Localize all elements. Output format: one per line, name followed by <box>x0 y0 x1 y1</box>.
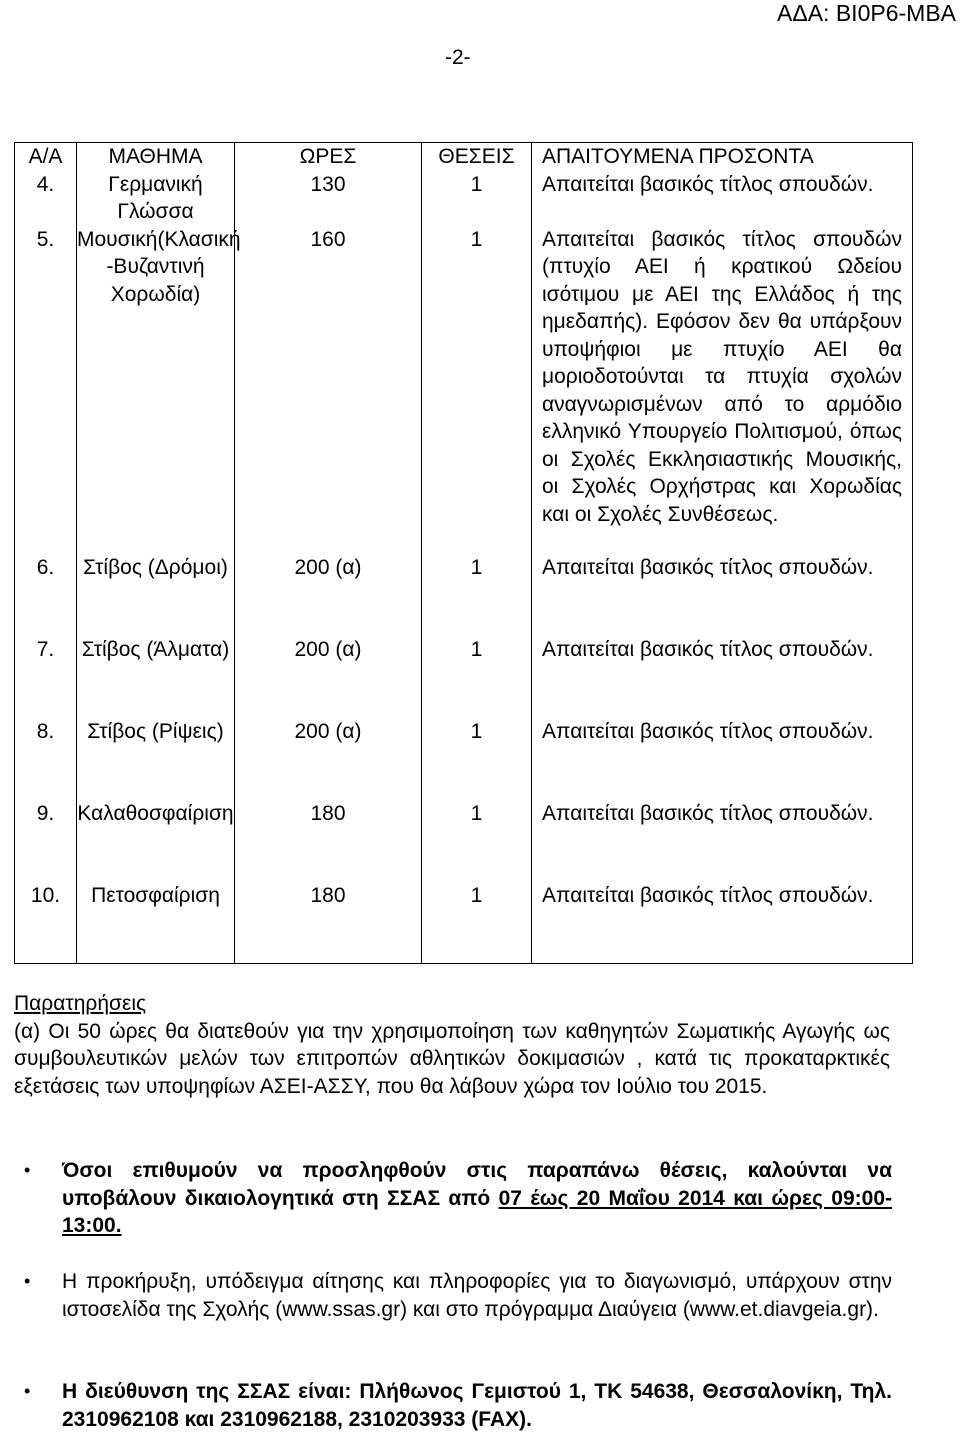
row-requirements: Απαιτείται βασικός τίτλος σπουδών. <box>532 636 913 718</box>
row-hours: 200 (α) <box>235 718 422 800</box>
table-row <box>15 718 913 800</box>
col-header-positions: ΘΕΣΕΙΣ <box>422 143 532 171</box>
table-row <box>15 800 913 882</box>
table-header-row <box>15 143 913 171</box>
row-hours: 200 (α) <box>235 554 422 636</box>
row-subject: Καλαθοσφαίριση <box>77 800 235 882</box>
row-requirements: Απαιτείται βασικός τίτλος σπουδών. <box>532 171 913 226</box>
notes-text: (α) Οι 50 ώρες θα διατεθούν για την χρησιμοποίηση των καθηγητών Σωματικής Αγωγής ως συμβουλευτικών μελών των επιτροπών αθλητικών δοκιμασιών , κατά τις προκαταρκτικές εξετάσεις των υποψηφίων ΑΣΕΙ-ΑΣΣΥ, που θα λάβουν χώρα τον Ιούλιο του 2015. <box>14 1019 890 1098</box>
col-header-hours: ΩΡΕΣ <box>235 143 422 171</box>
table-row <box>15 636 913 718</box>
bullet-icon: • <box>24 1271 31 1291</box>
row-hours: 130 <box>235 171 422 226</box>
row-requirements: Απαιτείται βασικός τίτλος σπουδών (πτυχίο ΑΕΙ ή κρατικού Ωδείου ισότιμου με ΑΕΙ της Ελλάδος ή της ημεδαπής). Εφόσον δεν θα υπάρξουν υποψήφιοι με πτυχίο ΑΕΙ θα μοριοδοτούνται τα πτυχία σχολών αναγνωρισμένων από το αρμόδιο ελληνικό Υπουργείο Πολιτισμού, όπως οι Σχολές Εκκλησιαστικής Μουσικής, οι Σχολές Ορχήστρας και Χορωδίας και οι Σχολές Συνθέσεως. <box>532 226 913 554</box>
row-hours: 160 <box>235 226 422 554</box>
ada-code: ΑΔΑ: ΒΙ0Ρ6-ΜΒΑ <box>777 0 956 26</box>
row-hours: 180 <box>235 800 422 882</box>
page-number: -2- <box>445 46 471 69</box>
notes-section <box>14 990 890 1100</box>
bullet-address <box>24 1378 892 1433</box>
row-number: 6. <box>15 554 77 636</box>
row-number: 8. <box>15 718 77 800</box>
table-row <box>15 882 913 964</box>
row-positions: 1 <box>422 882 532 964</box>
row-positions: 1 <box>422 554 532 636</box>
row-number: 7. <box>15 636 77 718</box>
bullet-announcement <box>24 1268 892 1323</box>
row-requirements: Απαιτείται βασικός τίτλος σπουδών. <box>532 800 913 882</box>
row-positions: 1 <box>422 226 532 554</box>
submission-dates: 07 έως 20 Μαΐου 2014 και ώρες 09:00-13:00. <box>62 1186 892 1237</box>
bullet-submission <box>24 1157 892 1240</box>
bullet-icon: • <box>24 1160 31 1180</box>
table-row <box>15 226 913 554</box>
row-number: 9. <box>15 800 77 882</box>
address-text: Η διεύθυνση της ΣΣΑΣ είναι: Πλήθωνος Γεμιστού 1, ΤΚ 54638, Θεσσαλονίκη, Τηλ. 2310962108 και 2310962188, 2310203933 (FAX). <box>62 1380 892 1431</box>
col-header-aa: Α/Α <box>15 143 77 171</box>
row-positions: 1 <box>422 718 532 800</box>
row-subject: Στίβος (Ρίψεις) <box>77 718 235 800</box>
row-subject: Πετοσφαίριση <box>77 882 235 964</box>
row-requirements: Απαιτείται βασικός τίτλος σπουδών. <box>532 554 913 636</box>
table-row <box>15 171 913 226</box>
row-hours: 180 <box>235 882 422 964</box>
submission-text: Όσοι επιθυμούν να προσληφθούν στις παραπάνω θέσεις, καλούνται να υποβάλουν δικαιολογητικά στη ΣΣΑΣ από <box>62 1159 892 1210</box>
row-requirements: Απαιτείται βασικός τίτλος σπουδών. <box>532 718 913 800</box>
row-subject: Στίβος (Άλματα) <box>77 636 235 718</box>
table-row <box>15 554 913 636</box>
row-subject: Μουσική(Κλασική -Βυζαντινή Χορωδία) <box>77 226 235 554</box>
row-number: 10. <box>15 882 77 964</box>
announcement-text: Η προκήρυξη, υπόδειγμα αίτησης και πληροφορίες για το διαγωνισμό, υπάρχουν στην ιστοσελίδα της Σχολής (www.ssas.gr) και στο πρόγραμμα Διαύγεια (www.et.diavgeia.gr). <box>62 1270 892 1321</box>
row-requirements: Απαιτείται βασικός τίτλος σπουδών. <box>532 882 913 964</box>
row-number: 4. <box>15 171 77 226</box>
row-positions: 1 <box>422 800 532 882</box>
row-number: 5. <box>15 226 77 554</box>
col-header-requirements: ΑΠΑΙΤΟΥΜΕΝΑ ΠΡΟΣΟΝΤΑ <box>532 143 913 171</box>
col-header-subject: ΜΑΘΗΜΑ <box>77 143 235 171</box>
bullet-icon: • <box>24 1381 31 1401</box>
row-subject: Γερμανική Γλώσσα <box>77 171 235 226</box>
positions-table <box>14 142 913 964</box>
row-hours: 200 (α) <box>235 636 422 718</box>
notes-heading: Παρατηρήσεις <box>14 992 147 1015</box>
row-positions: 1 <box>422 636 532 718</box>
row-positions: 1 <box>422 171 532 226</box>
row-subject: Στίβος (Δρόμοι) <box>77 554 235 636</box>
